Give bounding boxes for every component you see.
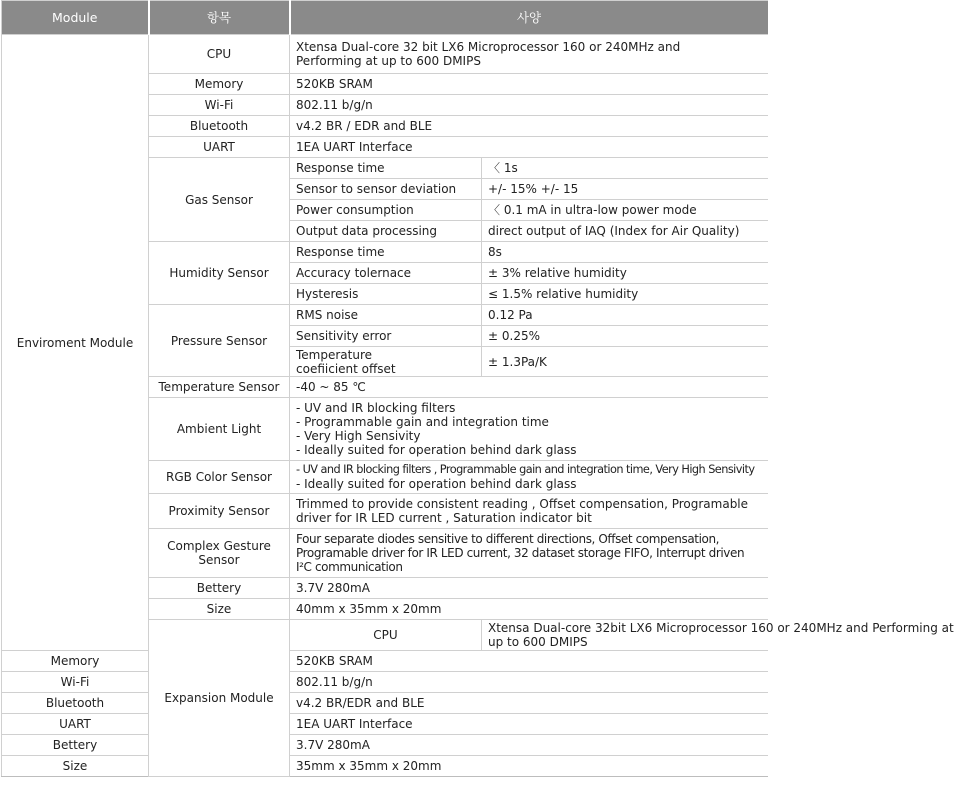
table-row (2, 735, 768, 756)
item-label: Humidity Sensor (149, 242, 290, 305)
spec-value: -40 ~ 85 ℃ (290, 377, 768, 398)
spec-line: I²C communication (296, 560, 403, 574)
item-label: Wi-Fi (149, 95, 290, 116)
sub-spec-value: ± 1.3Pa/K (482, 347, 768, 377)
item-label: Gas Sensor (149, 158, 290, 242)
sub-spec-key: Hysteresis (290, 284, 482, 305)
item-label: RGB Color Sensor (149, 461, 290, 494)
spec-value: 1EA UART Interface (290, 714, 768, 735)
spec-line: Xtensa Dual-core 32 bit LX6 Microprocessor 160 or 240MHz and (296, 40, 681, 54)
header-spec: 사양 (290, 1, 768, 35)
spec-value (290, 398, 768, 461)
spec-value: 3.7V 280mA (290, 578, 768, 599)
spec-value (290, 461, 768, 494)
sub-spec-key: Sensor to sensor deviation (290, 179, 482, 200)
spec-line: - Ideally suited for operation behind dark glass (296, 443, 577, 457)
spec-line: - UV and IR blocking filters , Programmable gain and integration time, Very High Sensivity (296, 463, 755, 476)
spec-line: - Ideally suited for operation behind dark glass (296, 477, 577, 491)
spec-line: - Programmable gain and integration time (296, 415, 549, 429)
spec-value: 802.11 b/g/n (290, 672, 768, 693)
spec-value (290, 529, 768, 578)
spec-value: v4.2 BR / EDR and BLE (290, 116, 768, 137)
sub-spec-key (290, 347, 482, 377)
spec-line: Xtensa Dual-core 32bit LX6 Microprocessor 160 or 240MHz and Performing at (488, 621, 954, 635)
sub-spec-key: Power consumption (290, 200, 482, 221)
spec-value (290, 494, 768, 529)
item-label: Bettery (149, 578, 290, 599)
sub-spec-value: ± 3% relative humidity (482, 263, 768, 284)
module-name-expansion: Expansion Module (149, 620, 290, 777)
sub-spec-key: Output data processing (290, 221, 482, 242)
item-label (149, 529, 290, 578)
item-label: Proximity Sensor (149, 494, 290, 529)
table-row (2, 672, 768, 693)
table-row (2, 651, 768, 672)
spec-table (1, 0, 954, 777)
item-label-line: Complex Gesture (167, 539, 271, 553)
table-row (2, 714, 768, 735)
table-row (2, 693, 768, 714)
sub-spec-value: 〈 0.1 mA in ultra-low power mode (482, 200, 768, 221)
spec-value: 520KB SRAM (290, 651, 768, 672)
item-label: Size (149, 599, 290, 620)
sub-spec-value: ≤ 1.5% relative humidity (482, 284, 768, 305)
item-label: Bluetooth (149, 116, 290, 137)
header-module: Module (2, 1, 149, 35)
sub-spec-value: 0.12 Pa (482, 305, 768, 326)
sub-spec-key: RMS noise (290, 305, 482, 326)
spec-value: 3.7V 280mA (290, 735, 768, 756)
spec-value: v4.2 BR/EDR and BLE (290, 693, 768, 714)
spec-value: 35mm x 35mm x 20mm (290, 756, 768, 777)
item-label: UART (149, 137, 290, 158)
item-label: Bluetooth (2, 693, 149, 714)
item-label: CPU (149, 35, 290, 74)
spec-line: Temperature (296, 347, 373, 362)
spec-value: 40mm x 35mm x 20mm (290, 599, 768, 620)
spec-line: driver for IR LED current , Saturation indicator bit (296, 511, 592, 525)
spec-line: Trimmed to provide consistent reading , Offset compensation, Programable (296, 497, 749, 511)
item-label: UART (2, 714, 149, 735)
table-row (2, 35, 768, 74)
sub-spec-key: Sensitivity error (290, 326, 482, 347)
item-label: Memory (149, 74, 290, 95)
item-label-line: Sensor (198, 553, 240, 567)
item-label: Pressure Sensor (149, 305, 290, 377)
sub-spec-key: Response time (290, 158, 482, 179)
spec-value: 1EA UART Interface (290, 137, 768, 158)
sub-spec-value: +/- 15% +/- 15 (482, 179, 768, 200)
spec-value: 520KB SRAM (290, 74, 768, 95)
spec-line: Programable driver for IR LED current, 32 dataset storage FIFO, Interrupt driven (296, 546, 745, 560)
spec-line: coefiicient offset (296, 361, 396, 376)
spec-line: - UV and IR blocking filters (296, 401, 456, 415)
sub-spec-value: direct output of IAQ (Index for Air Quality) (482, 221, 768, 242)
spec-value (482, 620, 954, 651)
sub-spec-value: 〈 1s (482, 158, 768, 179)
spec-value (290, 35, 768, 74)
spec-line: Performing at up to 600 DMIPS (296, 54, 481, 68)
sub-spec-value: ± 0.25% (482, 326, 768, 347)
spec-line: up to 600 DMIPS (488, 635, 588, 649)
spec-line: - Very High Sensivity (296, 429, 421, 443)
sub-spec-value: 8s (482, 242, 768, 263)
spec-value: 802.11 b/g/n (290, 95, 768, 116)
item-label: Memory (2, 651, 149, 672)
item-label: Temperature Sensor (149, 377, 290, 398)
item-label: Ambient Light (149, 398, 290, 461)
sub-spec-key: Accuracy tolernace (290, 263, 482, 284)
header-item: 항목 (149, 1, 290, 35)
module-name-environment: Enviroment Module (2, 35, 149, 651)
item-label: Size (2, 756, 149, 777)
table-header-row (2, 1, 768, 35)
item-label: Wi-Fi (2, 672, 149, 693)
table-row (2, 756, 768, 777)
item-label: Bettery (2, 735, 149, 756)
sub-spec-key: Response time (290, 242, 482, 263)
spec-line: Four separate diodes sensitive to different directions, Offset compensation, (296, 532, 720, 546)
item-label: CPU (290, 620, 482, 651)
